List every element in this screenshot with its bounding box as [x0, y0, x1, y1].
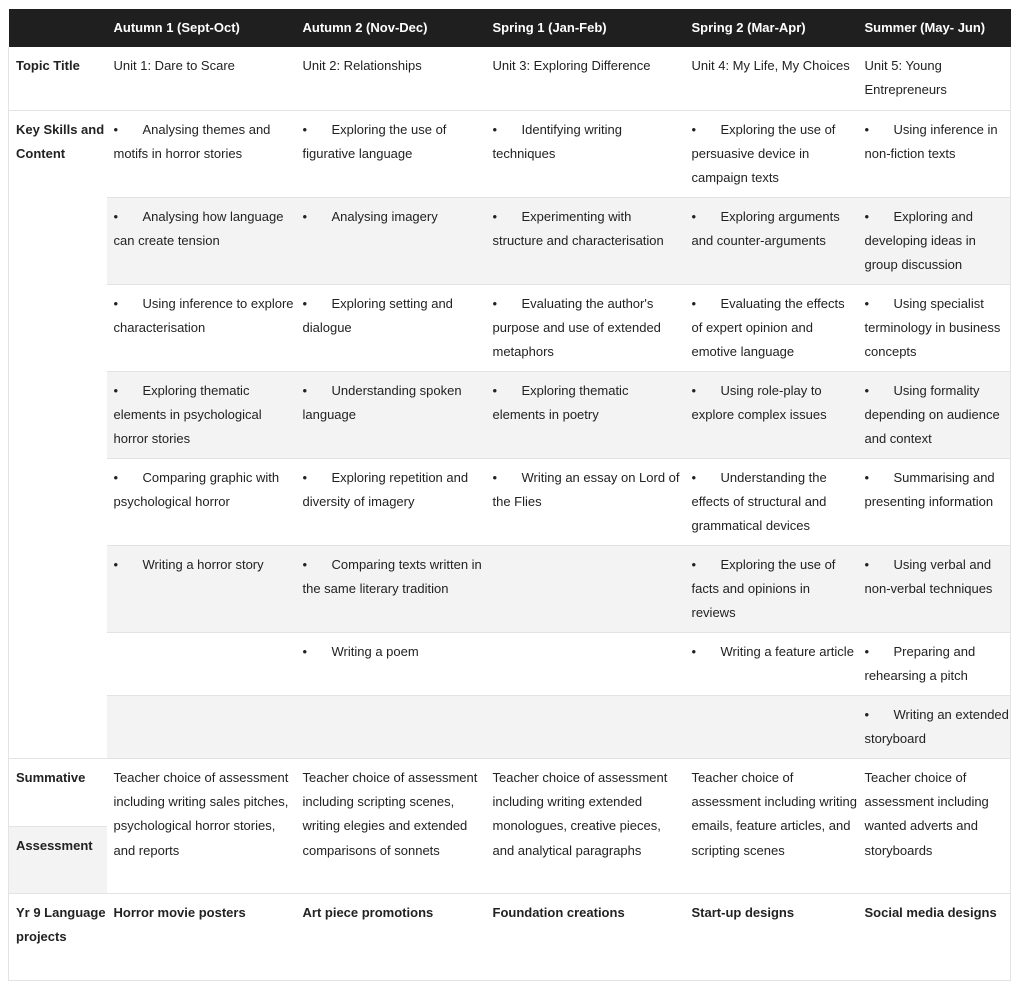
bullet-icon: •: [302, 295, 308, 311]
bullet-icon: •: [302, 469, 308, 485]
bullet-icon: •: [691, 469, 697, 485]
table-cell: [107, 284, 296, 371]
bullet-icon: •: [691, 208, 697, 224]
table-cell: [107, 632, 296, 695]
skill-text: Using role-play to explore complex issues: [691, 382, 827, 422]
table-cell: [858, 632, 1011, 695]
skill-text: Analysing imagery: [331, 208, 438, 224]
skill-text: Writing an extended storyboard: [864, 706, 1009, 746]
bullet-icon: •: [864, 556, 870, 572]
table-cell: Horror movie posters: [107, 893, 296, 980]
table-cell: Teacher choice of assessment including writing extended monologues, creative pieces, and analytical paragraphs: [486, 758, 685, 893]
table-cell: [486, 458, 685, 545]
table-cell: [685, 197, 858, 284]
row-label-summative: Summative: [9, 758, 107, 826]
bullet-icon: •: [492, 469, 498, 485]
table-cell: [296, 458, 486, 545]
table-cell: [296, 695, 486, 758]
table-cell: [685, 545, 858, 632]
table-cell: [685, 110, 858, 197]
skill-text: Using specialist terminology in business concepts: [864, 295, 1001, 360]
header-spring-2: Spring 2 (Mar-Apr): [685, 9, 858, 47]
skill-text: Understanding the effects of structural and grammatical devices: [691, 469, 827, 534]
table-cell: [858, 284, 1011, 371]
table-cell: [296, 371, 486, 458]
bullet-icon: •: [492, 295, 498, 311]
table-cell: [486, 632, 685, 695]
table-cell: Teacher choice of assessment including scripting scenes, writing elegies and extended comparisons of sonnets: [296, 758, 486, 893]
bullet-icon: •: [302, 382, 308, 398]
skill-text: Writing a horror story: [142, 556, 264, 572]
assessment-row-top: [9, 758, 1011, 826]
bullet-icon: •: [864, 208, 870, 224]
table-cell: [107, 458, 296, 545]
table-cell: [296, 197, 486, 284]
header-summer: Summer (May- Jun): [858, 9, 1011, 47]
table-cell: Start-up designs: [685, 893, 858, 980]
table-cell: [486, 284, 685, 371]
table-cell: [296, 545, 486, 632]
skill-text: Evaluating the effects of expert opinion and emotive language: [691, 295, 845, 360]
table-cell: Unit 3: Exploring Difference: [486, 47, 685, 110]
table-cell: [486, 110, 685, 197]
bullet-icon: •: [691, 121, 697, 137]
table-cell: Teacher choice of assessment including wanted adverts and storyboards: [858, 758, 1011, 893]
bullet-icon: •: [492, 382, 498, 398]
table-cell: [685, 695, 858, 758]
table-cell: Social media designs: [858, 893, 1011, 980]
topic-title-row: [9, 47, 1011, 110]
skill-text: Exploring arguments and counter-arguments: [691, 208, 840, 248]
skill-text: Comparing graphic with psychological horror: [113, 469, 280, 509]
bullet-icon: •: [691, 643, 697, 659]
skill-text: Exploring thematic elements in psychological horror stories: [113, 382, 262, 447]
table-cell: Unit 5: Young Entrepreneurs: [858, 47, 1011, 110]
skills-row: [9, 284, 1011, 371]
bullet-icon: •: [113, 121, 119, 137]
skills-row: [9, 545, 1011, 632]
header-autumn-1: Autumn 1 (Sept-Oct): [107, 9, 296, 47]
projects-row: [9, 893, 1011, 980]
bullet-icon: •: [302, 121, 308, 137]
skill-text: Analysing themes and motifs in horror stories: [113, 121, 271, 161]
bullet-icon: •: [864, 469, 870, 485]
skill-text: Using verbal and non-verbal techniques: [864, 556, 993, 596]
table-cell: [486, 371, 685, 458]
skill-text: Exploring thematic elements in poetry: [492, 382, 629, 422]
skill-text: Writing a feature article: [720, 643, 854, 659]
row-label-assessment: Assessment: [9, 826, 107, 893]
skill-text: Summarising and presenting information: [864, 469, 995, 509]
table-cell: [858, 110, 1011, 197]
bullet-icon: •: [492, 121, 498, 137]
bullet-icon: •: [113, 556, 119, 572]
skill-text: Preparing and rehearsing a pitch: [864, 643, 976, 683]
table-cell: [296, 632, 486, 695]
table-cell: [107, 371, 296, 458]
bullet-icon: •: [113, 469, 119, 485]
row-label-projects: Yr 9 Language projects: [9, 893, 107, 980]
header-spring-1: Spring 1 (Jan-Feb): [486, 9, 685, 47]
skill-text: Exploring the use of facts and opinions in reviews: [691, 556, 836, 621]
skill-text: Exploring the use of figurative language: [302, 121, 447, 161]
bullet-icon: •: [113, 295, 119, 311]
skill-text: Writing a poem: [331, 643, 419, 659]
skill-text: Using inference to explore characterisation: [113, 295, 294, 335]
bullet-icon: •: [864, 382, 870, 398]
bullet-icon: •: [113, 208, 119, 224]
skills-row: [9, 458, 1011, 545]
table-cell: [858, 695, 1011, 758]
table-cell: [296, 284, 486, 371]
skill-text: Identifying writing techniques: [492, 121, 622, 161]
table-cell: Unit 1: Dare to Scare: [107, 47, 296, 110]
header-row: [9, 9, 1011, 47]
skill-text: Analysing how language can create tension: [113, 208, 284, 248]
table-cell: [296, 110, 486, 197]
table-cell: [858, 371, 1011, 458]
table-cell: [486, 695, 685, 758]
skill-text: Exploring setting and dialogue: [302, 295, 453, 335]
bullet-icon: •: [864, 121, 870, 137]
skill-text: Understanding spoken language: [302, 382, 462, 422]
table-cell: Teacher choice of assessment including writing emails, feature articles, and scripting scenes: [685, 758, 858, 893]
table-cell: [486, 197, 685, 284]
table-cell: [685, 458, 858, 545]
row-label-topic-title: Topic Title: [9, 47, 107, 110]
table-cell: [685, 632, 858, 695]
table-cell: Foundation creations: [486, 893, 685, 980]
skills-row: [9, 197, 1011, 284]
curriculum-table-container: [8, 9, 1010, 981]
header-corner: [9, 9, 107, 47]
skills-row: [9, 632, 1011, 695]
bullet-icon: •: [864, 295, 870, 311]
table-cell: Unit 2: Relationships: [296, 47, 486, 110]
table-cell: [858, 458, 1011, 545]
curriculum-table: [8, 9, 1011, 981]
row-label-key-skills: Key Skills and Content: [9, 110, 107, 758]
table-cell: [107, 110, 296, 197]
bullet-icon: •: [113, 382, 119, 398]
table-cell: [486, 545, 685, 632]
table-cell: [685, 371, 858, 458]
skill-text: Experimenting with structure and characterisation: [492, 208, 664, 248]
skills-row: [9, 371, 1011, 458]
table-cell: Unit 4: My Life, My Choices: [685, 47, 858, 110]
table-cell: [107, 197, 296, 284]
table-cell: Art piece promotions: [296, 893, 486, 980]
table-cell: [858, 545, 1011, 632]
bullet-icon: •: [302, 643, 308, 659]
skills-row: [9, 110, 1011, 197]
skill-text: Using inference in non-fiction texts: [864, 121, 998, 161]
bullet-icon: •: [302, 208, 308, 224]
skill-text: Exploring repetition and diversity of imagery: [302, 469, 469, 509]
skill-text: Evaluating the author's purpose and use of extended metaphors: [492, 295, 661, 360]
skill-text: Using formality depending on audience and context: [864, 382, 1000, 447]
skill-text: Exploring the use of persuasive device in campaign texts: [691, 121, 836, 186]
bullet-icon: •: [864, 706, 870, 722]
table-cell: Teacher choice of assessment including writing sales pitches, psychological horror stories, and reports: [107, 758, 296, 893]
skill-text: Comparing texts written in the same literary tradition: [302, 556, 482, 596]
table-cell: [685, 284, 858, 371]
bullet-icon: •: [691, 295, 697, 311]
bullet-icon: •: [864, 643, 870, 659]
skills-row: [9, 695, 1011, 758]
bullet-icon: •: [492, 208, 498, 224]
table-cell: [107, 695, 296, 758]
table-cell: [107, 545, 296, 632]
bullet-icon: •: [691, 382, 697, 398]
table-cell: [858, 197, 1011, 284]
header-autumn-2: Autumn 2 (Nov-Dec): [296, 9, 486, 47]
skill-text: Exploring and developing ideas in group discussion: [864, 208, 976, 273]
bullet-icon: •: [302, 556, 308, 572]
bullet-icon: •: [691, 556, 697, 572]
skill-text: Writing an essay on Lord of the Flies: [492, 469, 680, 509]
